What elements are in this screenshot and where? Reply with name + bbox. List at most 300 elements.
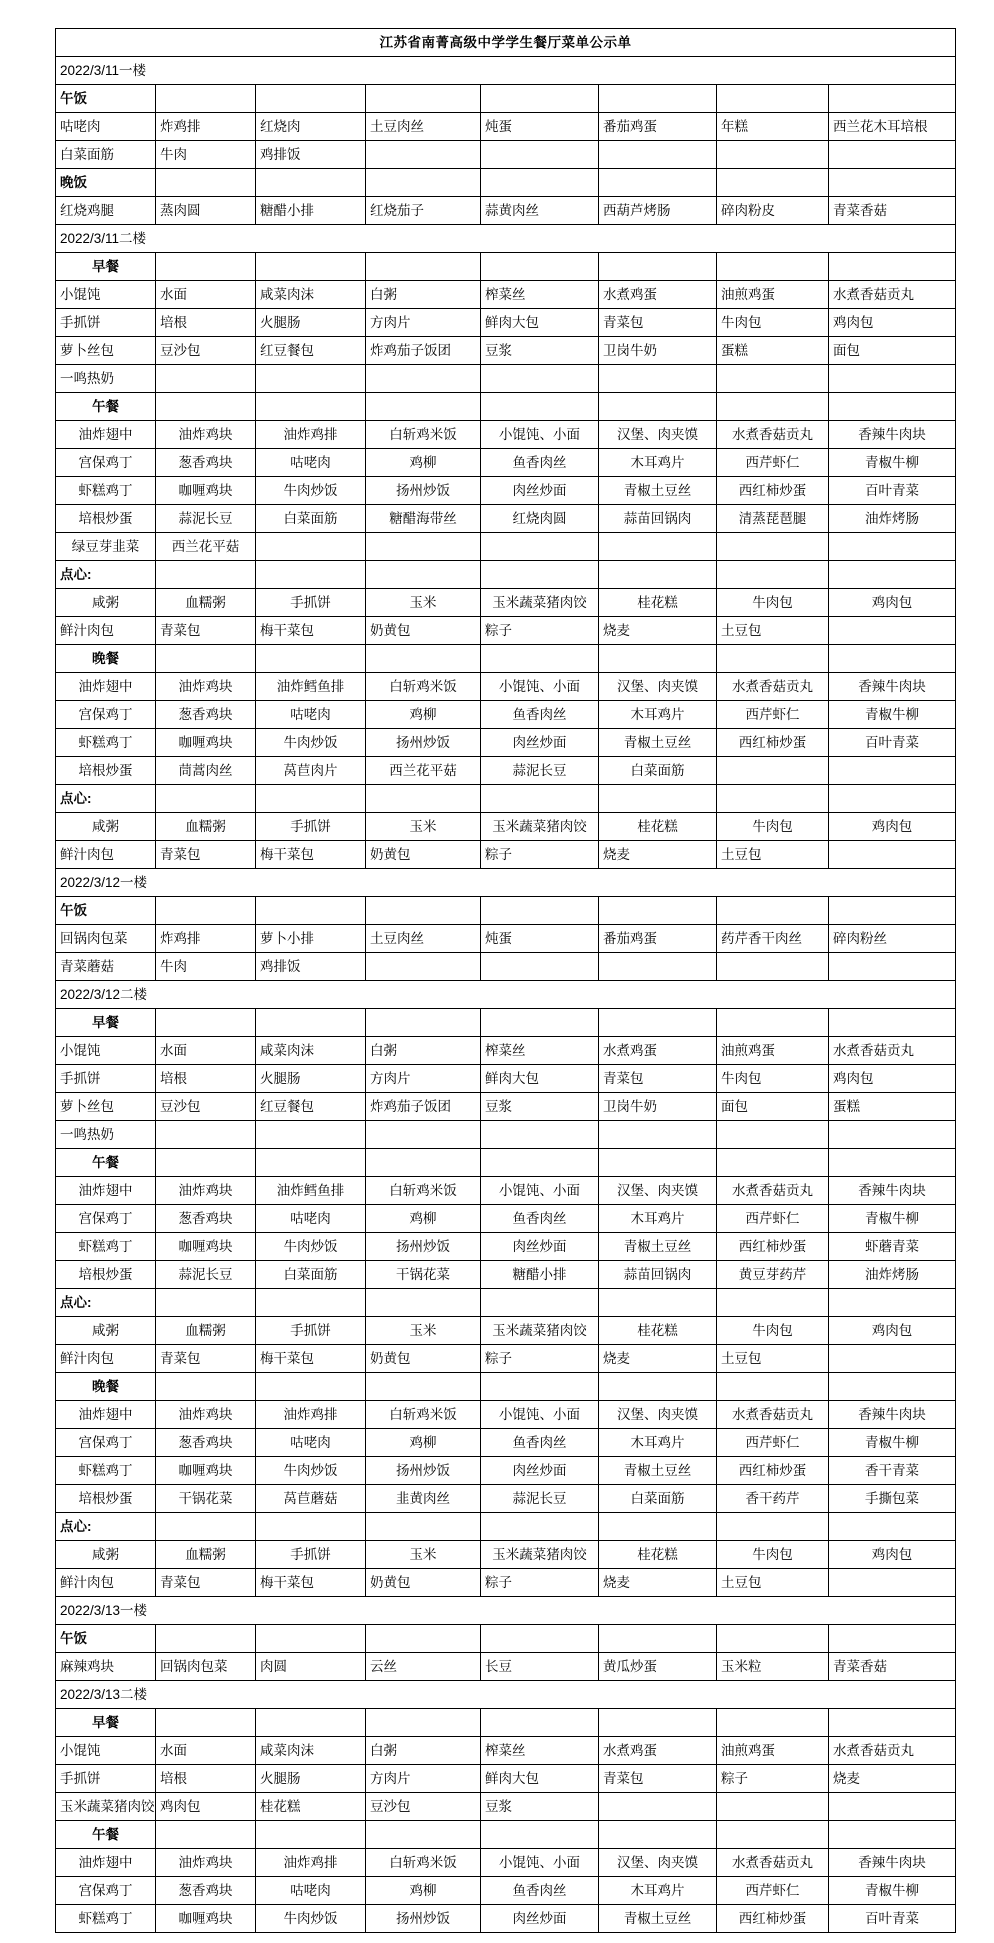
menu-item-row [56, 1345, 956, 1373]
menu-item: 炸鸡排 [156, 925, 256, 953]
menu-item-row [56, 505, 956, 533]
title-row [56, 29, 956, 57]
empty-cell [829, 393, 956, 421]
empty-cell [717, 393, 829, 421]
meal-heading-row [56, 1709, 956, 1737]
empty-cell [366, 1373, 481, 1401]
menu-item: 豆沙包 [156, 337, 256, 365]
menu-item: 回锅肉包菜 [156, 1653, 256, 1681]
menu-item: 咖喱鸡块 [156, 1905, 256, 1933]
menu-item: 干锅花菜 [366, 1261, 481, 1289]
menu-item: 年糕 [717, 113, 829, 141]
empty-cell [156, 1513, 256, 1541]
empty-cell [481, 1289, 599, 1317]
empty-cell [599, 1793, 717, 1821]
menu-item: 青椒牛柳 [829, 449, 956, 477]
menu-item: 碎肉粉丝 [829, 925, 956, 953]
empty-cell [256, 169, 366, 197]
menu-item: 西芹虾仁 [717, 449, 829, 477]
menu-item: 红豆餐包 [256, 337, 366, 365]
empty-cell [829, 1709, 956, 1737]
menu-item: 扬州炒饭 [366, 477, 481, 505]
empty-cell [829, 841, 956, 869]
menu-item-row [56, 757, 956, 785]
menu-item: 咸粥 [56, 1541, 156, 1569]
empty-cell [599, 85, 717, 113]
menu-item: 油炸鸡块 [156, 1177, 256, 1205]
menu-item: 鸡柳 [366, 449, 481, 477]
menu-item: 汉堡、肉夹馍 [599, 1849, 717, 1877]
menu-item: 火腿肠 [256, 309, 366, 337]
empty-cell [256, 393, 366, 421]
empty-cell [481, 561, 599, 589]
menu-item: 蒜泥长豆 [481, 1485, 599, 1513]
menu-item: 土豆肉丝 [366, 925, 481, 953]
menu-item: 桂花糕 [599, 589, 717, 617]
menu-item-row [56, 1877, 956, 1905]
empty-cell [599, 953, 717, 981]
menu-item: 香辣牛肉块 [829, 1177, 956, 1205]
date-header-row [56, 1681, 956, 1709]
menu-item: 西红柿炒蛋 [717, 1233, 829, 1261]
menu-table-body [56, 29, 956, 1933]
menu-item: 手抓饼 [56, 309, 156, 337]
meal-heading-label: 午饭 [56, 897, 156, 925]
menu-item: 油炸翅中 [56, 1177, 156, 1205]
menu-item: 培根炒蛋 [56, 757, 156, 785]
empty-cell [256, 645, 366, 673]
menu-item-row [56, 1541, 956, 1569]
empty-cell [717, 561, 829, 589]
menu-item-row [56, 1065, 956, 1093]
menu-item-row [56, 141, 956, 169]
menu-item: 咸粥 [56, 1317, 156, 1345]
menu-item: 小馄饨、小面 [481, 421, 599, 449]
empty-cell [156, 1289, 256, 1317]
empty-cell [481, 897, 599, 925]
menu-item: 鱼香肉丝 [481, 449, 599, 477]
empty-cell [156, 253, 256, 281]
menu-item: 榨菜丝 [481, 281, 599, 309]
empty-cell [717, 1373, 829, 1401]
menu-item-row [56, 1793, 956, 1821]
menu-item: 葱香鸡块 [156, 1205, 256, 1233]
meal-heading-row [56, 253, 956, 281]
menu-item: 小馄饨、小面 [481, 1849, 599, 1877]
menu-item: 白菜面筋 [599, 1485, 717, 1513]
menu-item: 木耳鸡片 [599, 1205, 717, 1233]
menu-item: 玉米 [366, 589, 481, 617]
menu-item: 鸡柳 [366, 1205, 481, 1233]
menu-item: 卫岗牛奶 [599, 337, 717, 365]
menu-item: 玉米蔬菜猪肉饺 [481, 1317, 599, 1345]
menu-item: 玉米蔬菜猪肉饺 [481, 1541, 599, 1569]
menu-item: 油炸鸡块 [156, 421, 256, 449]
menu-item: 咕咾肉 [56, 113, 156, 141]
menu-item: 青菜包 [599, 309, 717, 337]
menu-item: 咕咾肉 [256, 449, 366, 477]
menu-item: 油炸鸡排 [256, 1849, 366, 1877]
menu-item: 白斩鸡米饭 [366, 673, 481, 701]
menu-item: 方肉片 [366, 1065, 481, 1093]
menu-item-row [56, 813, 956, 841]
menu-item: 豆浆 [481, 337, 599, 365]
menu-item: 鸡肉包 [829, 813, 956, 841]
menu-item: 梅干菜包 [256, 617, 366, 645]
empty-cell [366, 953, 481, 981]
date-header-row [56, 225, 956, 253]
menu-item-row [56, 1177, 956, 1205]
menu-item: 炸鸡茄子饭团 [366, 337, 481, 365]
menu-item: 手抓饼 [256, 589, 366, 617]
empty-cell [256, 1709, 366, 1737]
empty-cell [366, 561, 481, 589]
menu-item: 油炸烤肠 [829, 1261, 956, 1289]
menu-item: 黄豆芽药芹 [717, 1261, 829, 1289]
menu-item: 云丝 [366, 1653, 481, 1681]
menu-item: 百叶青菜 [829, 729, 956, 757]
menu-item: 萝卜丝包 [56, 337, 156, 365]
empty-cell [366, 1149, 481, 1177]
meal-heading-row [56, 1009, 956, 1037]
menu-item: 土豆肉丝 [366, 113, 481, 141]
empty-cell [156, 645, 256, 673]
meal-heading-row [56, 1513, 956, 1541]
menu-item: 白斩鸡米饭 [366, 1177, 481, 1205]
empty-cell [829, 141, 956, 169]
empty-cell [156, 1009, 256, 1037]
meal-heading-row [56, 561, 956, 589]
empty-cell [599, 1121, 717, 1149]
empty-cell [366, 1709, 481, 1737]
menu-item: 西红柿炒蛋 [717, 477, 829, 505]
menu-item: 梅干菜包 [256, 1345, 366, 1373]
menu-item: 梅干菜包 [256, 1569, 366, 1597]
menu-item: 咸菜肉沫 [256, 1037, 366, 1065]
menu-item: 红烧肉 [256, 113, 366, 141]
menu-item: 粽子 [481, 841, 599, 869]
menu-item: 一鸣热奶 [56, 1121, 156, 1149]
menu-item: 汉堡、肉夹馍 [599, 1401, 717, 1429]
meal-heading-row [56, 645, 956, 673]
menu-item: 水煮鸡蛋 [599, 281, 717, 309]
menu-item: 火腿肠 [256, 1065, 366, 1093]
menu-item: 肉丝炒面 [481, 1457, 599, 1485]
menu-item: 西兰花木耳培根 [829, 113, 956, 141]
menu-item: 白斩鸡米饭 [366, 1401, 481, 1429]
menu-item: 水煮香菇贡丸 [717, 1177, 829, 1205]
menu-item: 青椒土豆丝 [599, 477, 717, 505]
menu-item: 油煎鸡蛋 [717, 281, 829, 309]
menu-item-row [56, 1849, 956, 1877]
menu-item: 油炸鸡块 [156, 1401, 256, 1429]
menu-item: 卫岗牛奶 [599, 1093, 717, 1121]
menu-item: 油炸鸡排 [256, 421, 366, 449]
menu-item-row [56, 533, 956, 561]
menu-item: 蒜苗回锅肉 [599, 505, 717, 533]
empty-cell [599, 1709, 717, 1737]
empty-cell [256, 85, 366, 113]
menu-item-row [56, 729, 956, 757]
empty-cell [829, 561, 956, 589]
menu-item: 番茄鸡蛋 [599, 113, 717, 141]
empty-cell [156, 1821, 256, 1849]
menu-item: 绿豆芽韭菜 [56, 533, 156, 561]
menu-item-row [56, 1261, 956, 1289]
menu-item: 面包 [717, 1093, 829, 1121]
empty-cell [599, 169, 717, 197]
meal-heading-label: 早餐 [56, 1709, 156, 1737]
empty-cell [717, 1149, 829, 1177]
empty-cell [599, 393, 717, 421]
meal-heading-row [56, 785, 956, 813]
menu-item: 牛肉炒饭 [256, 1457, 366, 1485]
menu-item: 青椒牛柳 [829, 1877, 956, 1905]
empty-cell [366, 533, 481, 561]
menu-item: 鱼香肉丝 [481, 1877, 599, 1905]
menu-item: 蒜泥长豆 [481, 757, 599, 785]
menu-item: 茼蒿肉丝 [156, 757, 256, 785]
menu-item: 水面 [156, 1737, 256, 1765]
empty-cell [829, 645, 956, 673]
menu-item: 青菜包 [156, 1569, 256, 1597]
menu-item: 香干青菜 [829, 1457, 956, 1485]
menu-item: 白菜面筋 [599, 757, 717, 785]
menu-item: 面包 [829, 337, 956, 365]
menu-item-row [56, 1569, 956, 1597]
menu-item: 青椒土豆丝 [599, 1457, 717, 1485]
menu-item: 一鸣热奶 [56, 365, 156, 393]
menu-item: 豆沙包 [366, 1793, 481, 1821]
menu-item: 奶黄包 [366, 1345, 481, 1373]
empty-cell [829, 785, 956, 813]
empty-cell [366, 85, 481, 113]
menu-item: 牛肉包 [717, 309, 829, 337]
menu-item: 牛肉炒饭 [256, 477, 366, 505]
menu-item: 青椒牛柳 [829, 1429, 956, 1457]
empty-cell [256, 1821, 366, 1849]
menu-item: 手抓饼 [56, 1065, 156, 1093]
empty-cell [599, 533, 717, 561]
menu-item: 青菜包 [156, 841, 256, 869]
menu-item: 烧麦 [829, 1765, 956, 1793]
empty-cell [366, 365, 481, 393]
menu-item: 咕咾肉 [256, 1205, 366, 1233]
date-header-label: 2022/3/13二楼 [56, 1681, 956, 1709]
menu-item: 萝卜小排 [256, 925, 366, 953]
empty-cell [717, 253, 829, 281]
date-header-label: 2022/3/12二楼 [56, 981, 956, 1009]
empty-cell [599, 1373, 717, 1401]
empty-cell [256, 1513, 366, 1541]
empty-cell [366, 1821, 481, 1849]
empty-cell [156, 85, 256, 113]
empty-cell [829, 953, 956, 981]
empty-cell [829, 1821, 956, 1849]
menu-item: 水煮香菇贡丸 [829, 1737, 956, 1765]
menu-item: 肉丝炒面 [481, 1905, 599, 1933]
menu-item-row [56, 617, 956, 645]
menu-item: 西芹虾仁 [717, 1429, 829, 1457]
menu-item: 油煎鸡蛋 [717, 1037, 829, 1065]
menu-item: 水煮香菇贡丸 [717, 673, 829, 701]
menu-item: 桂花糕 [256, 1793, 366, 1821]
menu-item: 虾糕鸡丁 [56, 729, 156, 757]
empty-cell [481, 1121, 599, 1149]
menu-item: 黄瓜炒蛋 [599, 1653, 717, 1681]
empty-cell [717, 1121, 829, 1149]
menu-item: 萝卜丝包 [56, 1093, 156, 1121]
empty-cell [481, 1821, 599, 1849]
menu-item: 宫保鸡丁 [56, 449, 156, 477]
menu-item: 梅干菜包 [256, 841, 366, 869]
menu-item: 汉堡、肉夹馍 [599, 673, 717, 701]
empty-cell [717, 365, 829, 393]
menu-item: 奶黄包 [366, 841, 481, 869]
empty-cell [599, 1513, 717, 1541]
menu-item: 水煮鸡蛋 [599, 1037, 717, 1065]
menu-item: 虾蘑青菜 [829, 1233, 956, 1261]
menu-item: 糖醋小排 [256, 197, 366, 225]
menu-item-row [56, 337, 956, 365]
menu-item: 玉米 [366, 1541, 481, 1569]
empty-cell [156, 561, 256, 589]
empty-cell [829, 757, 956, 785]
menu-item: 鲜肉大包 [481, 1065, 599, 1093]
menu-item-row [56, 925, 956, 953]
menu-item: 油炸鸡排 [256, 1401, 366, 1429]
menu-item: 碎肉粉皮 [717, 197, 829, 225]
empty-cell [829, 1793, 956, 1821]
menu-item: 西红柿炒蛋 [717, 1905, 829, 1933]
menu-item: 汉堡、肉夹馍 [599, 1177, 717, 1205]
empty-cell [156, 785, 256, 813]
menu-item: 香辣牛肉块 [829, 1401, 956, 1429]
menu-item: 虾糕鸡丁 [56, 1457, 156, 1485]
menu-item: 玉米蔬菜猪肉饺 [481, 589, 599, 617]
empty-cell [599, 365, 717, 393]
empty-cell [599, 1009, 717, 1037]
menu-item: 粽子 [717, 1765, 829, 1793]
menu-item: 西葫芦烤肠 [599, 197, 717, 225]
empty-cell [717, 1821, 829, 1849]
menu-item: 烧麦 [599, 617, 717, 645]
menu-item: 油煎鸡蛋 [717, 1737, 829, 1765]
empty-cell [366, 1009, 481, 1037]
empty-cell [481, 169, 599, 197]
menu-item-row [56, 197, 956, 225]
menu-item: 咸粥 [56, 813, 156, 841]
menu-item: 香干药芹 [717, 1485, 829, 1513]
menu-item: 小馄饨、小面 [481, 673, 599, 701]
menu-item: 培根炒蛋 [56, 1485, 156, 1513]
menu-item: 百叶青菜 [829, 1905, 956, 1933]
meal-heading-row [56, 1373, 956, 1401]
menu-item: 方肉片 [366, 309, 481, 337]
menu-item: 扬州炒饭 [366, 1457, 481, 1485]
empty-cell [366, 253, 481, 281]
empty-cell [156, 1121, 256, 1149]
menu-item: 培根 [156, 1065, 256, 1093]
menu-item: 炸鸡排 [156, 113, 256, 141]
menu-item: 白菜面筋 [56, 141, 156, 169]
menu-item: 手抓饼 [256, 1317, 366, 1345]
menu-item: 鲜肉大包 [481, 1765, 599, 1793]
empty-cell [829, 1625, 956, 1653]
menu-item-row [56, 841, 956, 869]
menu-item: 虾糕鸡丁 [56, 477, 156, 505]
menu-item: 油炸鸡块 [156, 1849, 256, 1877]
menu-item: 葱香鸡块 [156, 1877, 256, 1905]
menu-item: 青椒土豆丝 [599, 1905, 717, 1933]
menu-item: 青椒牛柳 [829, 701, 956, 729]
menu-item: 牛肉包 [717, 589, 829, 617]
menu-item: 炖蛋 [481, 113, 599, 141]
meal-heading-label: 午饭 [56, 1625, 156, 1653]
empty-cell [717, 85, 829, 113]
empty-cell [256, 365, 366, 393]
menu-item: 西红柿炒蛋 [717, 729, 829, 757]
menu-item: 牛肉炒饭 [256, 1233, 366, 1261]
menu-item: 咖喱鸡块 [156, 1457, 256, 1485]
menu-item: 虾糕鸡丁 [56, 1905, 156, 1933]
menu-item: 咖喱鸡块 [156, 1233, 256, 1261]
menu-item-row [56, 673, 956, 701]
menu-item: 小馄饨、小面 [481, 1177, 599, 1205]
menu-item: 土豆包 [717, 1345, 829, 1373]
menu-item: 鱼香肉丝 [481, 1205, 599, 1233]
menu-item: 咖喱鸡块 [156, 477, 256, 505]
empty-cell [717, 785, 829, 813]
menu-item: 油炸烤肠 [829, 505, 956, 533]
menu-item: 油炸翅中 [56, 1401, 156, 1429]
menu-item: 方肉片 [366, 1765, 481, 1793]
menu-item: 青菜包 [156, 617, 256, 645]
menu-item: 玉米蔬菜猪肉饺 [56, 1793, 156, 1821]
menu-item: 宫保鸡丁 [56, 1877, 156, 1905]
menu-item: 榨菜丝 [481, 1737, 599, 1765]
empty-cell [156, 169, 256, 197]
menu-item: 宫保鸡丁 [56, 1205, 156, 1233]
empty-cell [829, 1345, 956, 1373]
menu-item: 韭黄肉丝 [366, 1485, 481, 1513]
date-header-label: 2022/3/13一楼 [56, 1597, 956, 1625]
menu-item: 青菜蘑菇 [56, 953, 156, 981]
empty-cell [256, 1289, 366, 1317]
meal-heading-label: 点心: [56, 561, 156, 589]
empty-cell [481, 365, 599, 393]
empty-cell [599, 1821, 717, 1849]
empty-cell [717, 897, 829, 925]
empty-cell [829, 1289, 956, 1317]
menu-item-row [56, 477, 956, 505]
menu-item: 蛋糕 [829, 1093, 956, 1121]
menu-item: 汉堡、肉夹馍 [599, 421, 717, 449]
menu-item: 青椒土豆丝 [599, 1233, 717, 1261]
menu-item: 木耳鸡片 [599, 1877, 717, 1905]
menu-item: 香辣牛肉块 [829, 421, 956, 449]
menu-item: 鲜汁肉包 [56, 1345, 156, 1373]
menu-item: 玉米 [366, 1317, 481, 1345]
empty-cell [366, 1625, 481, 1653]
empty-cell [256, 253, 366, 281]
menu-item: 干锅花菜 [156, 1485, 256, 1513]
meal-heading-label: 午餐 [56, 1149, 156, 1177]
page-title: 江苏省南菁高级中学学生餐厅菜单公示单 [56, 29, 956, 57]
menu-item: 青椒牛柳 [829, 1205, 956, 1233]
meal-heading-label: 晚餐 [56, 645, 156, 673]
empty-cell [829, 85, 956, 113]
